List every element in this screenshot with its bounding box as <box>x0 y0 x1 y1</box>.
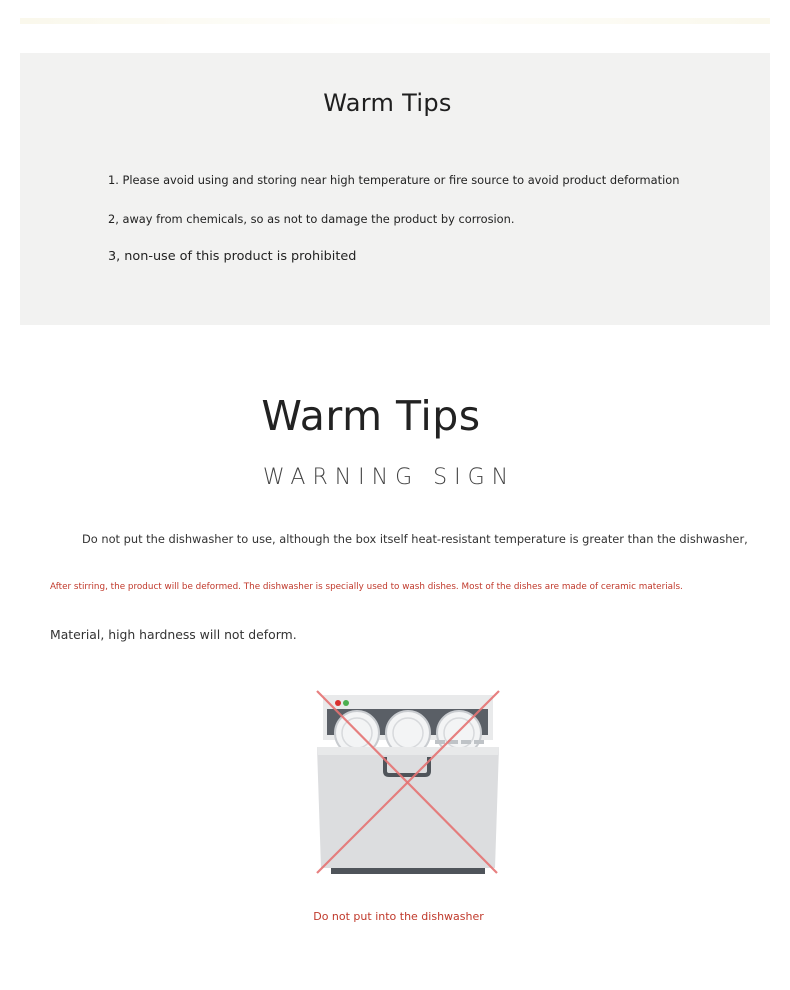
warning-title: Warm Tips <box>261 392 481 440</box>
indicator-light-green <box>343 700 349 706</box>
tip-item-1: 1. Please avoid using and storing near high temperature or fire source to avoid product deformation <box>108 173 680 187</box>
indicator-light-red <box>335 700 341 706</box>
tip-item-2: 2, away from chemicals, so as not to damage the product by corrosion. <box>108 212 515 226</box>
warm-tips-panel <box>20 53 770 325</box>
tip-item-3: 3, non-use of this product is prohibited <box>108 249 357 264</box>
dishwasher-icon <box>305 685 510 880</box>
top-decorative-strip <box>20 18 770 24</box>
dishwasher-door <box>317 747 499 868</box>
warning-paragraph-1: Do not put the dishwasher to use, although the box itself heat-resistant temperature is greater than the dishwasher, <box>82 532 748 546</box>
dishwasher-caption: Do not put into the dishwasher <box>313 910 484 923</box>
dishwasher-illustration <box>305 685 510 880</box>
warning-paragraph-2: After stirring, the product will be deformed. The dishwasher is specially used to wash dishes. Most of the dishes are made of ceramic materials. <box>50 582 683 592</box>
dishwasher-base <box>331 868 485 874</box>
warning-subtitle: WARNING SIGN <box>262 465 516 490</box>
warning-paragraph-3: Material, high hardness will not deform. <box>50 627 297 642</box>
panel-title: Warm Tips <box>323 89 452 117</box>
